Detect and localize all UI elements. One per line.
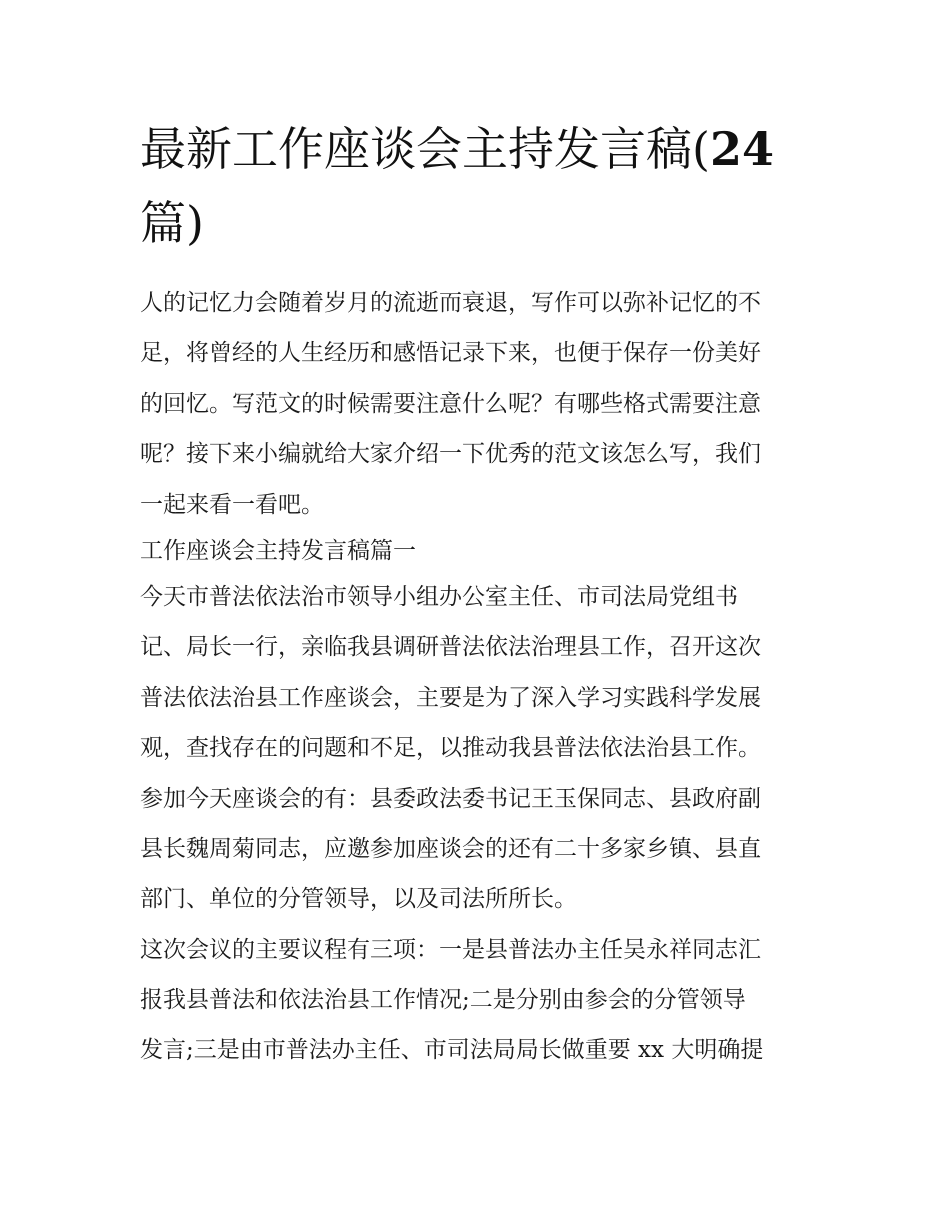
section-heading: 工作座谈会主持发言稿篇一 bbox=[140, 537, 416, 564]
text-line: 的回忆。写范文的时候需要注意什么呢？有哪些格式需要注意 bbox=[140, 390, 761, 417]
paragraph-2 bbox=[140, 774, 830, 925]
text-line: 报我县普法和依法治县工作情况;二是分别由参会的分管领导 bbox=[140, 987, 746, 1014]
paragraph-1 bbox=[140, 572, 830, 774]
intro-paragraph bbox=[140, 278, 830, 530]
text-line: 一起来看一看吧。 bbox=[140, 491, 324, 518]
text-line: 县长魏周菊同志，应邀参加座谈会的还有二十多家乡镇、县直 bbox=[140, 835, 761, 862]
text-line: 这次会议的主要议程有三项：一是县普法办主任吴永祥同志汇 bbox=[140, 936, 761, 963]
text-line: 部门、单位的分管领导，以及司法所所长。 bbox=[140, 886, 577, 913]
document-body bbox=[140, 278, 830, 1076]
text-line: 呢？接下来小编就给大家介绍一下优秀的范文该怎么写，我们 bbox=[140, 441, 761, 468]
document-title bbox=[140, 112, 830, 260]
title-number: 24 bbox=[709, 122, 774, 176]
text-line: 人的记忆力会随着岁月的流逝而衰退，写作可以弥补记忆的不 bbox=[140, 290, 761, 316]
text-line: 发言;三是由市普法办主任、市司法局局长做重要 xx 大明确提 bbox=[140, 1037, 764, 1064]
text-line: 记、局长一行，亲临我县调研普法依法治理县工作，召开这次 bbox=[140, 634, 761, 661]
text-line: 普法依法治县工作座谈会，主要是为了深入学习实践科学发展 bbox=[140, 684, 761, 711]
text-line: 今天市普法依法治市领导小组办公室主任、市司法局党组书 bbox=[140, 583, 738, 610]
text-line: 参加今天座谈会的有：县委政法委书记王玉保同志、县政府副 bbox=[140, 785, 761, 812]
title-line-1: 最新工作座谈会主持发言稿( bbox=[140, 122, 710, 176]
text-line: 观，查找存在的问题和不足，以推动我县普法依法治县工作。 bbox=[140, 735, 761, 762]
text-line: 足，将曾经的人生经历和感悟记录下来，也便于保存一份美好 bbox=[140, 340, 761, 367]
title-line-2: 篇) bbox=[140, 196, 204, 250]
paragraph-3 bbox=[140, 925, 830, 1076]
